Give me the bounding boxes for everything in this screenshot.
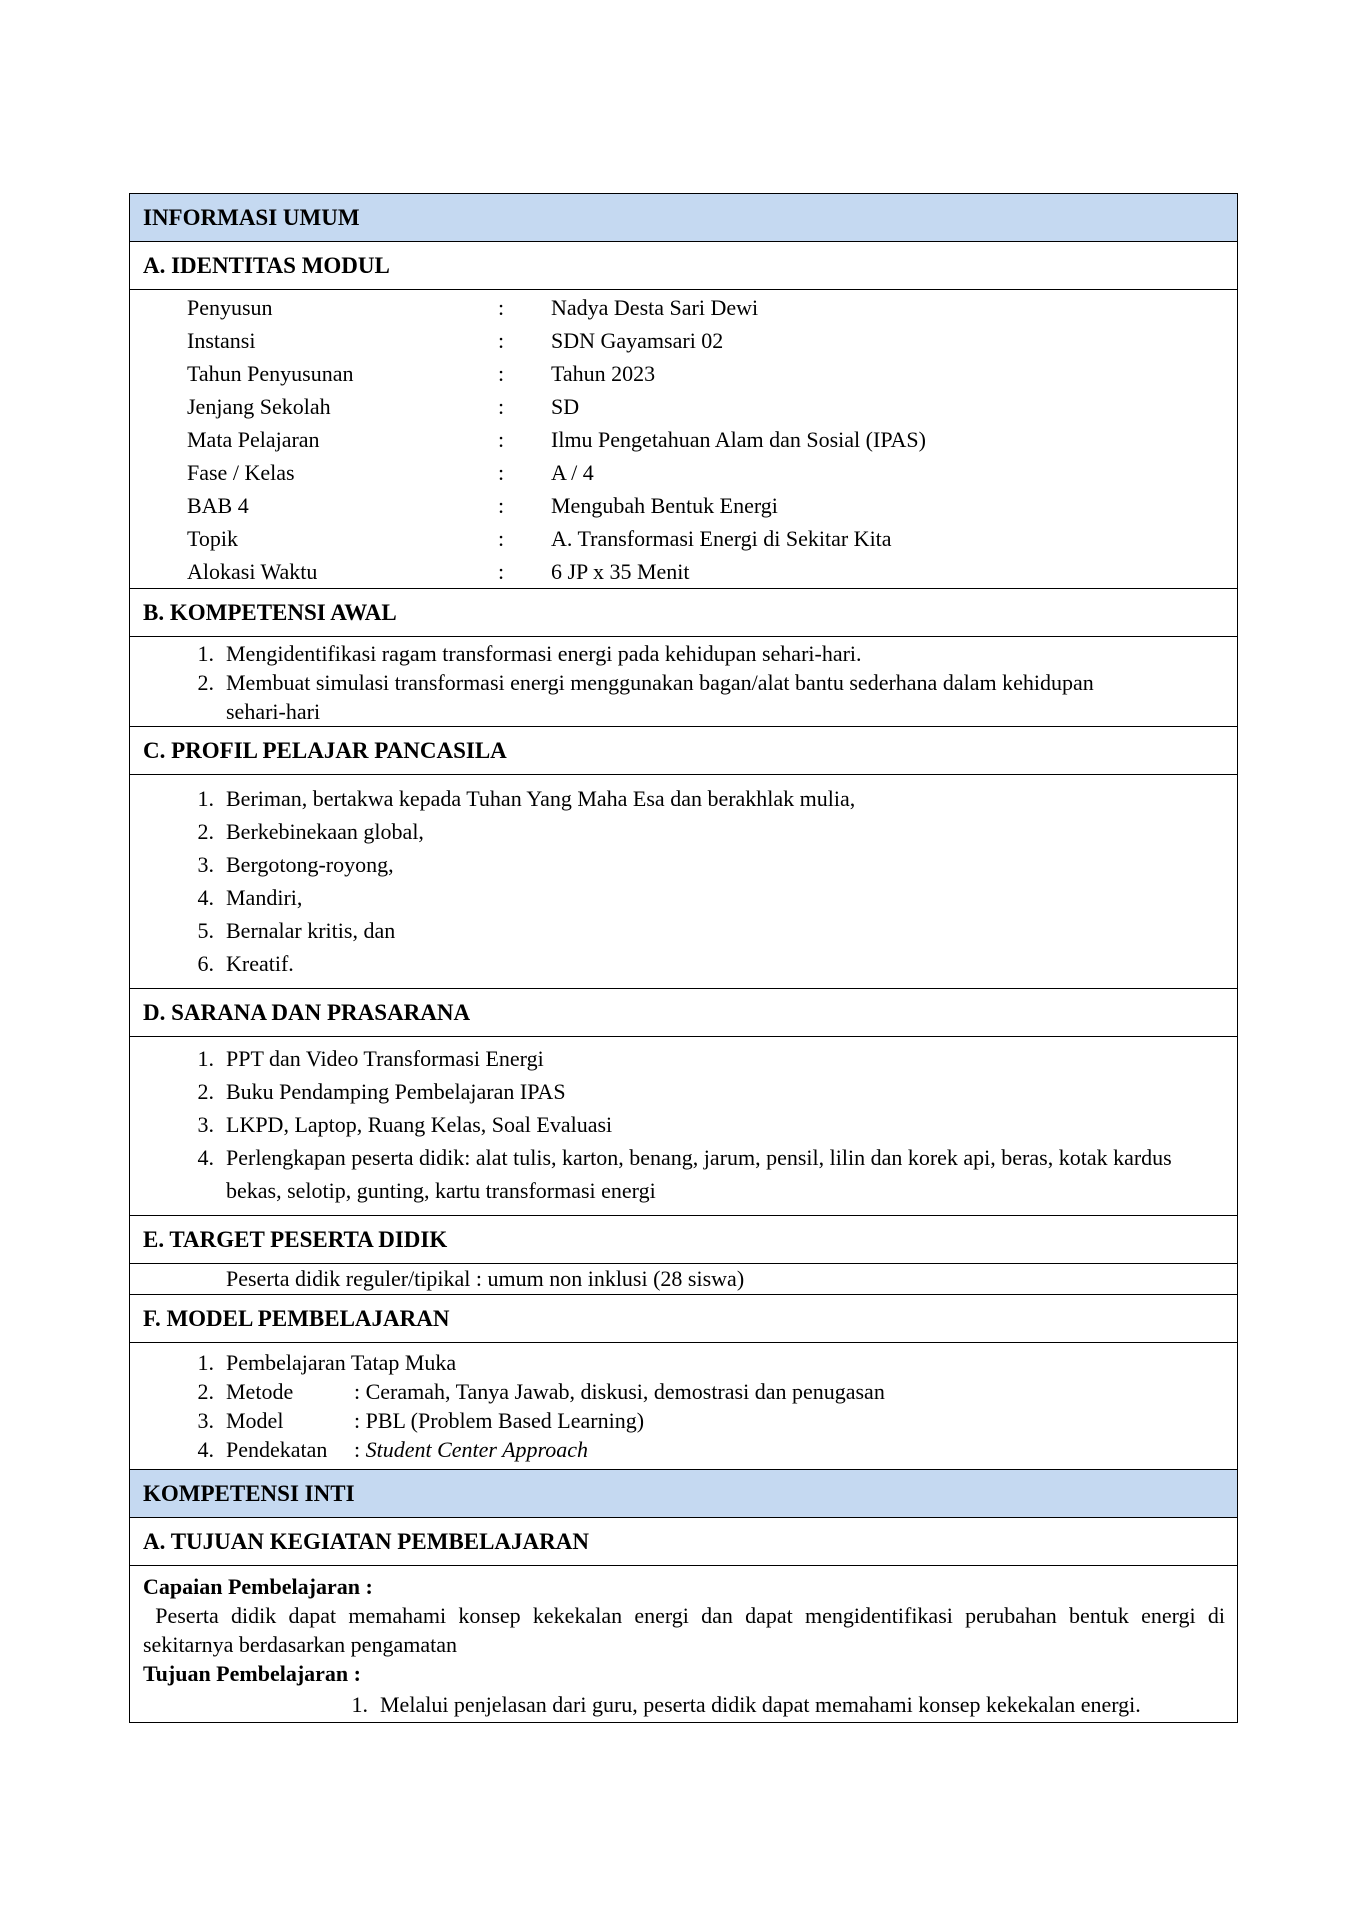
list-text: Melalui penjelasan dari guru, peserta didik dapat memahami konsep kekekalan energi. <box>380 1692 1141 1717</box>
identity-colon: : <box>498 328 505 353</box>
list-number: 4. <box>197 1437 214 1462</box>
identity-row <box>130 489 1237 522</box>
identity-row <box>130 324 1237 357</box>
list-number: 3. <box>197 1408 214 1433</box>
list-number: 1. <box>351 1692 368 1717</box>
list-item <box>130 815 1237 848</box>
list-text: Kreatif. <box>226 951 294 976</box>
profil-pelajar-title: C. PROFIL PELAJAR PANCASILA <box>130 727 1237 775</box>
kompetensi-awal-body <box>130 637 1237 727</box>
identity-label: Jenjang Sekolah <box>187 394 331 419</box>
list-text: LKPD, Laptop, Ruang Kelas, Soal Evaluasi <box>226 1112 613 1137</box>
list-item <box>130 1141 1237 1207</box>
tujuan-kegiatan-body <box>130 1566 1237 1722</box>
identity-value: Mengubah Bentuk Energi <box>551 493 778 518</box>
list-number: 1. <box>197 786 214 811</box>
list-item <box>130 848 1237 881</box>
identity-value: SD <box>551 394 580 419</box>
metode-label: Metode <box>226 1379 294 1404</box>
model-pembelajaran-body <box>130 1343 1237 1470</box>
list-text: Bernalar kritis, dan <box>226 918 396 943</box>
identity-colon: : <box>498 394 505 419</box>
list-text: Perlengkapan peserta didik: alat tulis, karton, benang, jarum, pensil, lilin dan korek api, beras, kotak kardus bekas, selotip, gunting, kartu transformasi energi <box>226 1145 1172 1203</box>
identity-label: Instansi <box>187 328 256 353</box>
list-item <box>130 1690 1237 1719</box>
list-item <box>130 639 1237 668</box>
list-item <box>130 1406 1237 1435</box>
list-item <box>130 1377 1237 1406</box>
identity-label: Topik <box>187 526 239 551</box>
list-number: 2. <box>197 1379 214 1404</box>
identity-value: Nadya Desta Sari Dewi <box>551 295 759 320</box>
identity-value: A / 4 <box>551 460 594 485</box>
identity-row <box>130 423 1237 456</box>
identity-colon: : <box>498 493 505 518</box>
pendekatan-label: Pendekatan <box>226 1437 328 1462</box>
identitas-modul-title: A. IDENTITAS MODUL <box>130 242 1237 290</box>
list-number: 4. <box>197 1145 214 1170</box>
list-number: 4. <box>197 885 214 910</box>
identity-value: 6 JP x 35 Menit <box>551 559 690 584</box>
identity-row <box>130 291 1237 324</box>
list-number: 2. <box>197 1079 214 1104</box>
list-number: 5. <box>197 918 214 943</box>
capaian-text: Peserta didik dapat memahami konsep kekekalan energi dan dapat mengidentifikasi perubahan bentuk energi di sekitarnya berdasarkan pengamatan <box>143 1603 1231 1657</box>
list-item <box>130 1075 1237 1108</box>
list-number: 2. <box>197 819 214 844</box>
target-peserta-title: E. TARGET PESERTA DIDIK <box>130 1216 1237 1264</box>
identity-colon: : <box>498 361 505 386</box>
list-text: Membuat simulasi transformasi energi menggunakan bagan/alat bantu sederhana dalam kehidupan sehari-hari <box>226 670 1094 724</box>
list-number: 1. <box>197 641 214 666</box>
capaian-block <box>130 1566 1237 1690</box>
identity-row <box>130 357 1237 390</box>
list-number: 3. <box>197 1112 214 1137</box>
identity-colon: : <box>498 559 505 584</box>
identity-label: Alokasi Waktu <box>187 559 318 584</box>
metode-value: : Ceramah, Tanya Jawab, diskusi, demostrasi dan penugasan <box>354 1379 885 1404</box>
sarana-prasarana-body <box>130 1037 1237 1216</box>
model-value: : PBL (Problem Based Learning) <box>354 1408 645 1433</box>
list-text: Bergotong-royong, <box>226 852 394 877</box>
identity-value: SDN Gayamsari 02 <box>551 328 724 353</box>
identitas-modul-body <box>130 290 1237 589</box>
sarana-prasarana-title: D. SARANA DAN PRASARANA <box>130 989 1237 1037</box>
list-text: Berkebinekaan global, <box>226 819 424 844</box>
list-text: Mandiri, <box>226 885 303 910</box>
kompetensi-inti-header: KOMPETENSI INTI <box>130 1470 1237 1518</box>
identity-colon: : <box>498 427 505 452</box>
list-number: 1. <box>197 1350 214 1375</box>
tujuan-label: Tujuan Pembelajaran : <box>143 1661 361 1686</box>
identity-row <box>130 522 1237 555</box>
informasi-umum-header: INFORMASI UMUM <box>130 194 1237 242</box>
list-text: Mengidentifikasi ragam transformasi energi pada kehidupan sehari-hari. <box>226 641 862 666</box>
list-item <box>130 1348 1237 1377</box>
identity-colon: : <box>498 526 505 551</box>
identity-value: Ilmu Pengetahuan Alam dan Sosial (IPAS) <box>551 427 926 452</box>
model-pembelajaran-title: F. MODEL PEMBELAJARAN <box>130 1295 1237 1343</box>
list-item <box>130 914 1237 947</box>
module-table <box>129 193 1238 1723</box>
list-text: Pembelajaran Tatap Muka <box>226 1350 457 1375</box>
identity-label: BAB 4 <box>187 493 249 518</box>
identity-label: Mata Pelajaran <box>187 427 320 452</box>
list-number: 2. <box>197 670 214 695</box>
identity-row <box>130 555 1237 588</box>
list-item <box>130 668 1237 726</box>
tujuan-kegiatan-title: A. TUJUAN KEGIATAN PEMBELAJARAN <box>130 1518 1237 1566</box>
list-text: Buku Pendamping Pembelajaran IPAS <box>226 1079 566 1104</box>
list-number: 6. <box>197 951 214 976</box>
pendekatan-sep: : <box>354 1437 366 1462</box>
list-number: 1. <box>197 1046 214 1071</box>
list-number: 3. <box>197 852 214 877</box>
list-item <box>130 1435 1237 1464</box>
list-text: Beriman, bertakwa kepada Tuhan Yang Maha Esa dan berakhlak mulia, <box>226 786 856 811</box>
identity-colon: : <box>498 460 505 485</box>
capaian-label: Capaian Pembelajaran : <box>143 1574 373 1599</box>
target-text: Peserta didik reguler/tipikal : umum non inklusi (28 siswa) <box>226 1266 745 1291</box>
identity-label: Penyusun <box>187 295 273 320</box>
identity-value: A. Transformasi Energi di Sekitar Kita <box>551 526 892 551</box>
kompetensi-awal-title: B. KOMPETENSI AWAL <box>130 589 1237 637</box>
list-item <box>130 1108 1237 1141</box>
identity-label: Fase / Kelas <box>187 460 295 485</box>
identity-value: Tahun 2023 <box>551 361 656 386</box>
target-peserta-body <box>130 1264 1237 1295</box>
identity-row <box>130 456 1237 489</box>
profil-pelajar-body <box>130 775 1237 989</box>
identity-row <box>130 390 1237 423</box>
identity-colon: : <box>498 295 505 320</box>
list-item <box>130 881 1237 914</box>
list-text: PPT dan Video Transformasi Energi <box>226 1046 544 1071</box>
pendekatan-value: Student Center Approach <box>365 1437 589 1462</box>
identity-label: Tahun Penyusunan <box>187 361 354 386</box>
list-item <box>130 947 1237 980</box>
tujuan-list <box>130 1690 1237 1722</box>
model-label: Model <box>226 1408 284 1433</box>
list-item <box>130 1042 1237 1075</box>
list-item <box>130 782 1237 815</box>
